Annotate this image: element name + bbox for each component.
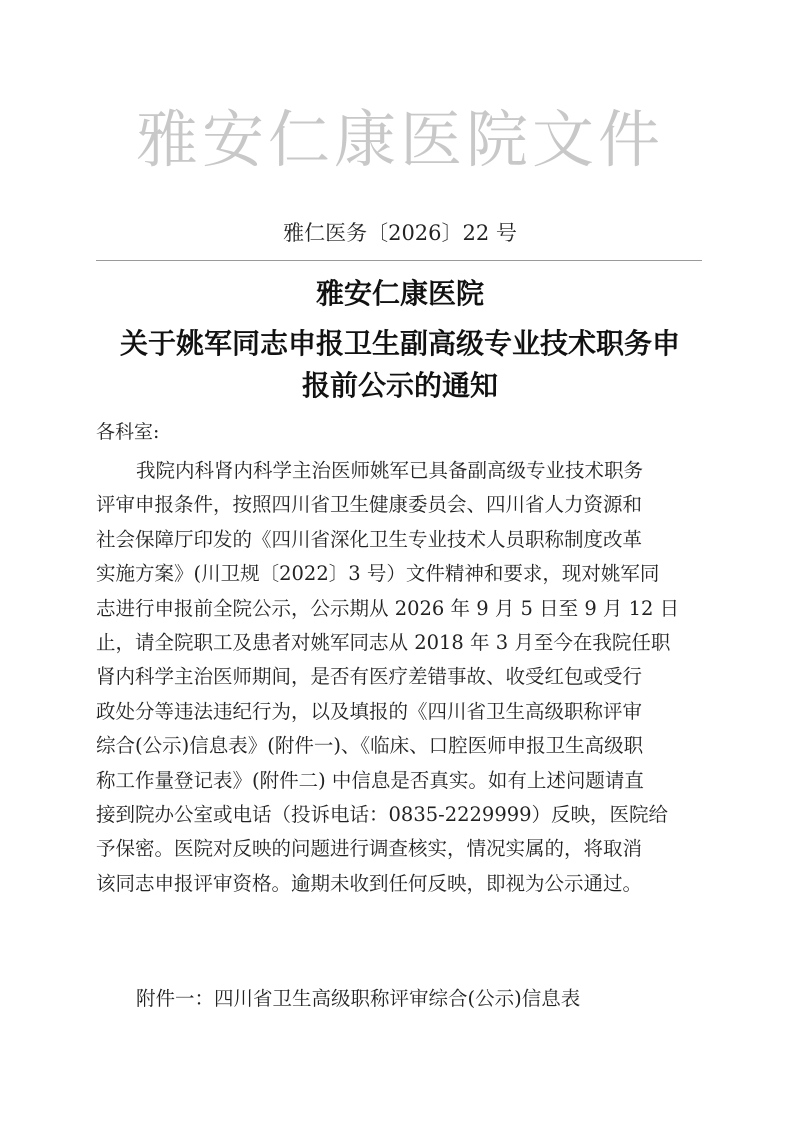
body-line: 评审申报条件，按照四川省卫生健康委员会、四川省人力资源和 (96, 493, 643, 517)
document-header: 雅安仁康医院文件 (135, 103, 664, 176)
body-line: 止，请全院职工及患者对姚军同志从 2018 年 3 月至今在我院任职 (96, 631, 671, 655)
body-line: 予保密。医院对反映的问题进行调查核实，情况实属的，将取消 (96, 837, 643, 861)
body-line: 称工作量登记表》(附件二) 中信息是否真实。如有上述问题请直 (96, 768, 644, 792)
body-line: 志进行申报前全院公示，公示期从 2026 年 9 月 5 日至 9 月 12 日 (96, 596, 680, 620)
body-line: 实施方案》(川卫规〔2022〕3 号）文件精神和要求，现对姚军同 (96, 562, 660, 586)
body-line: 社会保障厅印发的《四川省深化卫生专业技术人员职称制度改革 (96, 527, 643, 551)
body-line: 我院内科肾内科学主治医师姚军已具备副高级专业技术职务 (136, 459, 644, 482)
body-paragraph (96, 454, 708, 901)
title-line-2: 关于姚军同志申报卫生副高级专业技术职务申 (119, 327, 680, 360)
title-line-3: 报前公示的通知 (301, 369, 498, 402)
attachment-note: 附件一：四川省卫生高级职称评审综合(公示)信息表 (136, 987, 581, 1010)
body-line: 综合(公示)信息表》(附件一)、《临床、口腔医师申报卫生高级职 (96, 734, 644, 758)
header-divider (96, 260, 702, 261)
document-number: 雅仁医务〔2026〕22 号 (283, 221, 517, 245)
body-line: 接到院办公室或电话（投诉电话：0835-2229999）反映，医院给 (96, 803, 669, 827)
salutation: 各科室: (96, 421, 160, 443)
body-line: 该同志申报评审资格。逾期未收到任何反映，即视为公示通过。 (96, 871, 643, 895)
body-line: 政处分等违法违纪行为，以及填报的《四川省卫生高级职称评审 (96, 699, 643, 723)
title-line-1: 雅安仁康医院 (315, 277, 484, 310)
body-line: 肾内科学主治医师期间，是否有医疗差错事故、收受红包或受行 (96, 665, 643, 689)
